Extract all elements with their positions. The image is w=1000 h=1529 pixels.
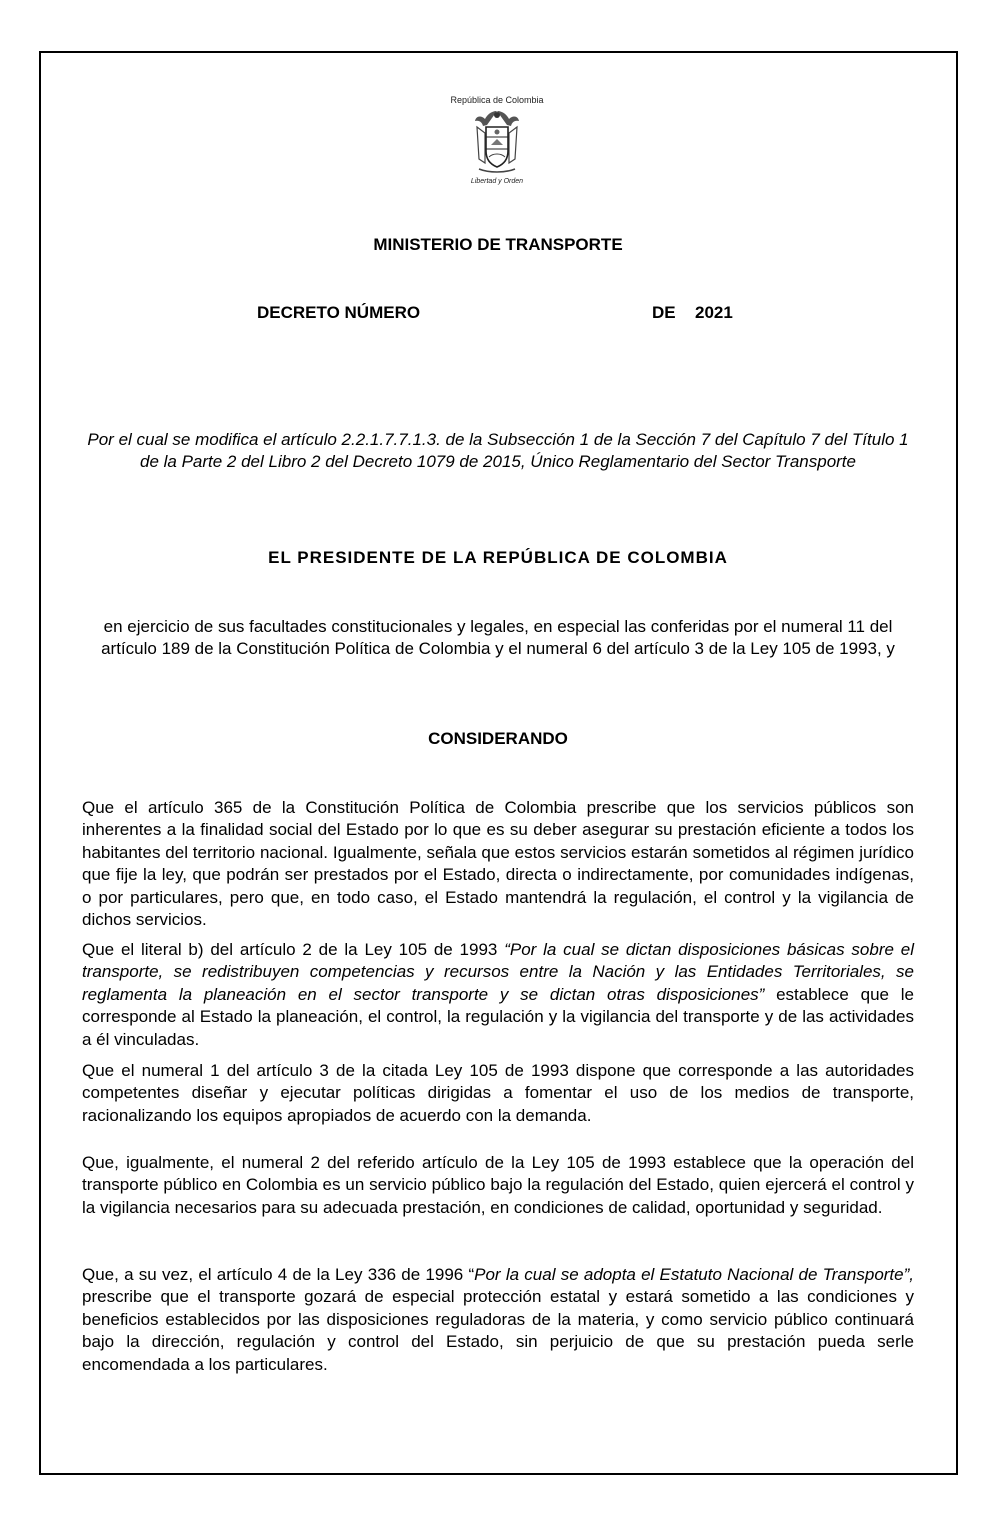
decree-subject: Por el cual se modifica el artículo 2.2.1.7.7.1.3. de la Subsección 1 de la Sección 7 del Capítulo 7 del Título 1 de la Parte 2 del Libro 2 del Decreto 1079 de 2015, Único Reglamentario del Sector Transporte [87,430,909,471]
paragraph-2-body: establece que le corresponde al Estado la planeación, el control, la regulación y la vigilancia del transporte y de las actividades a él vinculadas. [82,984,914,1049]
considering-paragraph-1: Que el artículo 365 de la Constitución Política de Colombia prescribe que los servicios públicos son inherentes a la finalidad social del Estado por lo que es su deber asegurar su prestación eficiente a todos los habitantes del territorio nacional. Igualmente, señala que estos servicios estarán sometidos al régimen jurídico que fije la ley, que podrán ser prestados por el Estado, directa o indirectamente, por comunidades indígenas, o por particulares, pero que, en todo caso, el Estado mantendrá la regulación, el control y la vigilancia de dichos servicios. [82,798,914,930]
powers-statement: en ejercicio de sus facultades constitucionales y legales, en especial las conferidas por el numeral 11 del artículo 189 de la Constitución Política de Colombia y el numeral 6 del artículo 3 de la Ley 105 de 1993, y [101,617,895,658]
ministry-heading: MINISTERIO DE TRANSPORTE [373,235,623,254]
considering-paragraph-2 [82,939,914,1051]
page-border [39,51,958,1475]
president-heading: EL PRESIDENTE DE LA REPÚBLICA DE COLOMBIA [268,548,728,567]
considerando-heading: CONSIDERANDO [428,729,568,748]
considering-paragraph-4: Que, igualmente, el numeral 2 del referido artículo de la Ley 105 de 1993 establece que la operación del transporte público en Colombia es un servicio público bajo la regulación del Estado, quien ejercerá el control y la vigilancia necesarios para su adecuada prestación, en condiciones de calidad, oportunidad y seguridad. [82,1153,914,1217]
law-105-title: “Por la cual se dictan disposiciones básicas sobre el transporte, se redistribuyen competencias y recursos entre la Nación y las Entidades Territoriales, se reglamenta la planeación en el sector transporte y se dictan otras disposiciones” [82,940,914,1004]
paragraph-2-intro: Que el literal b) del artículo 2 de la Ley 105 de 1993 [82,940,505,959]
law-336-title: Por la cual se adopta el Estatuto Nacional de Transporte”, [474,1265,914,1284]
decree-year: 2021 [695,303,733,322]
seal-motto: Libertad y Orden [470,178,524,185]
coat-of-arms-icon [473,107,521,177]
considering-paragraph-3: Que el numeral 1 del artículo 3 de la citada Ley 105 de 1993 dispone que corresponde a las autoridades competentes diseñar y ejecutar políticas dirigidas a fomentar el uso de los medios de transporte, racionalizando los equipos apropiados de acuerdo con la demanda. [82,1061,914,1125]
decree-number-label: DECRETO NÚMERO [257,303,421,322]
paragraph-5-body: prescribe que el transporte gozará de especial protección estatal y estará sometido a las condiciones y beneficios establecidos por las disposiciones reguladoras de la materia, y como servicio público continuará bajo la dirección, regulación y control del Estado, sin perjuicio de que su prestación pueda serle encomendada a los particulares. [82,1287,914,1374]
coat-of-arms-seal [440,94,554,190]
decree-de-label: DE [652,303,676,322]
considering-paragraph-5 [82,1264,914,1376]
paragraph-5-intro: Que, a su vez, el artículo 4 de la Ley 336 de 1996 “ [82,1265,475,1284]
seal-country-label: República de Colombia [450,95,544,105]
